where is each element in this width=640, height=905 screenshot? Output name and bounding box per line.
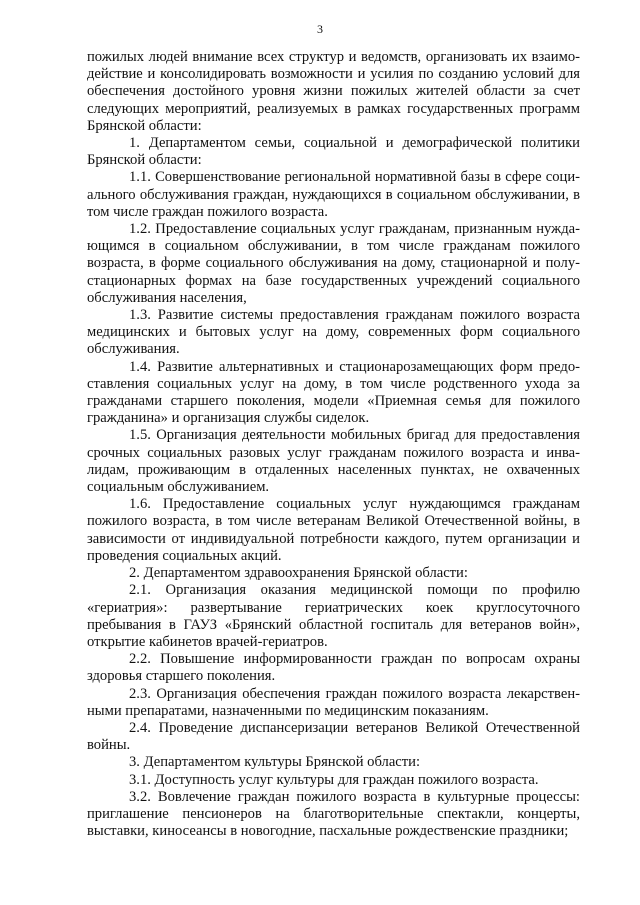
paragraph-item-2-4: 2.4. Проведение диспансеризации ветеранов Великой Отечественной войны. [87, 719, 580, 754]
paragraph-item-3-2: 3.2. Вовлечение граждан пожилого возраста в культурные процессы: приглашение пенсионеров на благотворительные спектакли, концерты, выставки, киносеансы в новогодние, пасхальные рождественские праздники; [87, 788, 580, 840]
paragraph-item-1-2: 1.2. Предоставление социальных услуг гражданам, признанным нуждающимся в социальном обслуживании, в том числе гражданам пожилого возраста, в форме социального обслуживания на дому, стационарной и полустационарных формах на базе государственных учреждений социального обслуживания населения, [87, 221, 580, 306]
paragraph-item-1: 1. Департаментом семьи, социальной и демографической политики Брянской области: [87, 135, 580, 169]
paragraph-item-3: 3. Департаментом культуры Брянской области: [129, 754, 421, 771]
paragraph-item-1-1: 1.1. Совершенствование региональной нормативной базы в сфере социального обслуживания граждан, нуждающихся в социальном обслуживании, в том числе граждан пожилого возраста. [87, 169, 580, 220]
paragraph-item-3-1: 3.1. Доступность услуг культуры для граждан пожилого возраста. [129, 771, 539, 788]
paragraph-item-1-4: 1.4. Развитие альтернативных и стационарозамещающих форм предоставления социальных услуг на дому, в том числе родственного ухода за гражданами старшего поколения, модели «Приемная семья для пожилого гражданина» и организация службы сиделок. [87, 358, 580, 427]
paragraph-item-2: 2. Департаментом здравоохранения Брянской области: [129, 565, 468, 582]
paragraph-item-1-6: 1.6. Предоставление социальных услуг нуждающимся гражданам пожилого возраста, в том числе ветеранам Великой Отечественной войны, в зависимости от индивидуальной потребности каждого, путем организации и проведения социальных акций. [87, 496, 580, 564]
document-body [87, 49, 580, 840]
paragraph-item-2-1: 2.1. Организация оказания медицинской помощи по профилю «гериатрия»: развертывание гериатрических коек круглосуточного пребывания в ГАУЗ «Брянский областной госпиталь для ветеранов войн», открытие кабинетов врачей-гериатров. [87, 582, 580, 650]
paragraph-item-2-2: 2.2. Повышение информированности граждан по вопросам охраны здоровья старшего поколения. [87, 651, 580, 685]
paragraph-continuation: пожилых людей внимание всех структур и ведомств, организовать их взаимодействие и консолидировать возможности и усилия по созданию условий для обеспечения достойного уровня жизни пожилых жителей области за счет следующих мероприятий, реализуемых в рамках государственных программ Брянской области: [87, 49, 580, 134]
paragraph-item-1-3: 1.3. Развитие системы предоставления гражданам пожилого возраста медицинских и бытовых услуг на дому, современных форм социального обслуживания. [87, 307, 580, 358]
paragraph-item-2-3: 2.3. Организация обеспечения граждан пожилого возраста лекарственными препаратами, назначенными по медицинским показаниям. [87, 685, 580, 719]
page-number: 3 [317, 22, 323, 36]
paragraph-item-1-5: 1.5. Организация деятельности мобильных бригад для предоставления срочных социальных разовых услуг гражданам пожилого возраста и инвалидам, проживающим в отдаленных населенных пунктах, не охваченных социальным обслуживанием. [87, 427, 580, 496]
